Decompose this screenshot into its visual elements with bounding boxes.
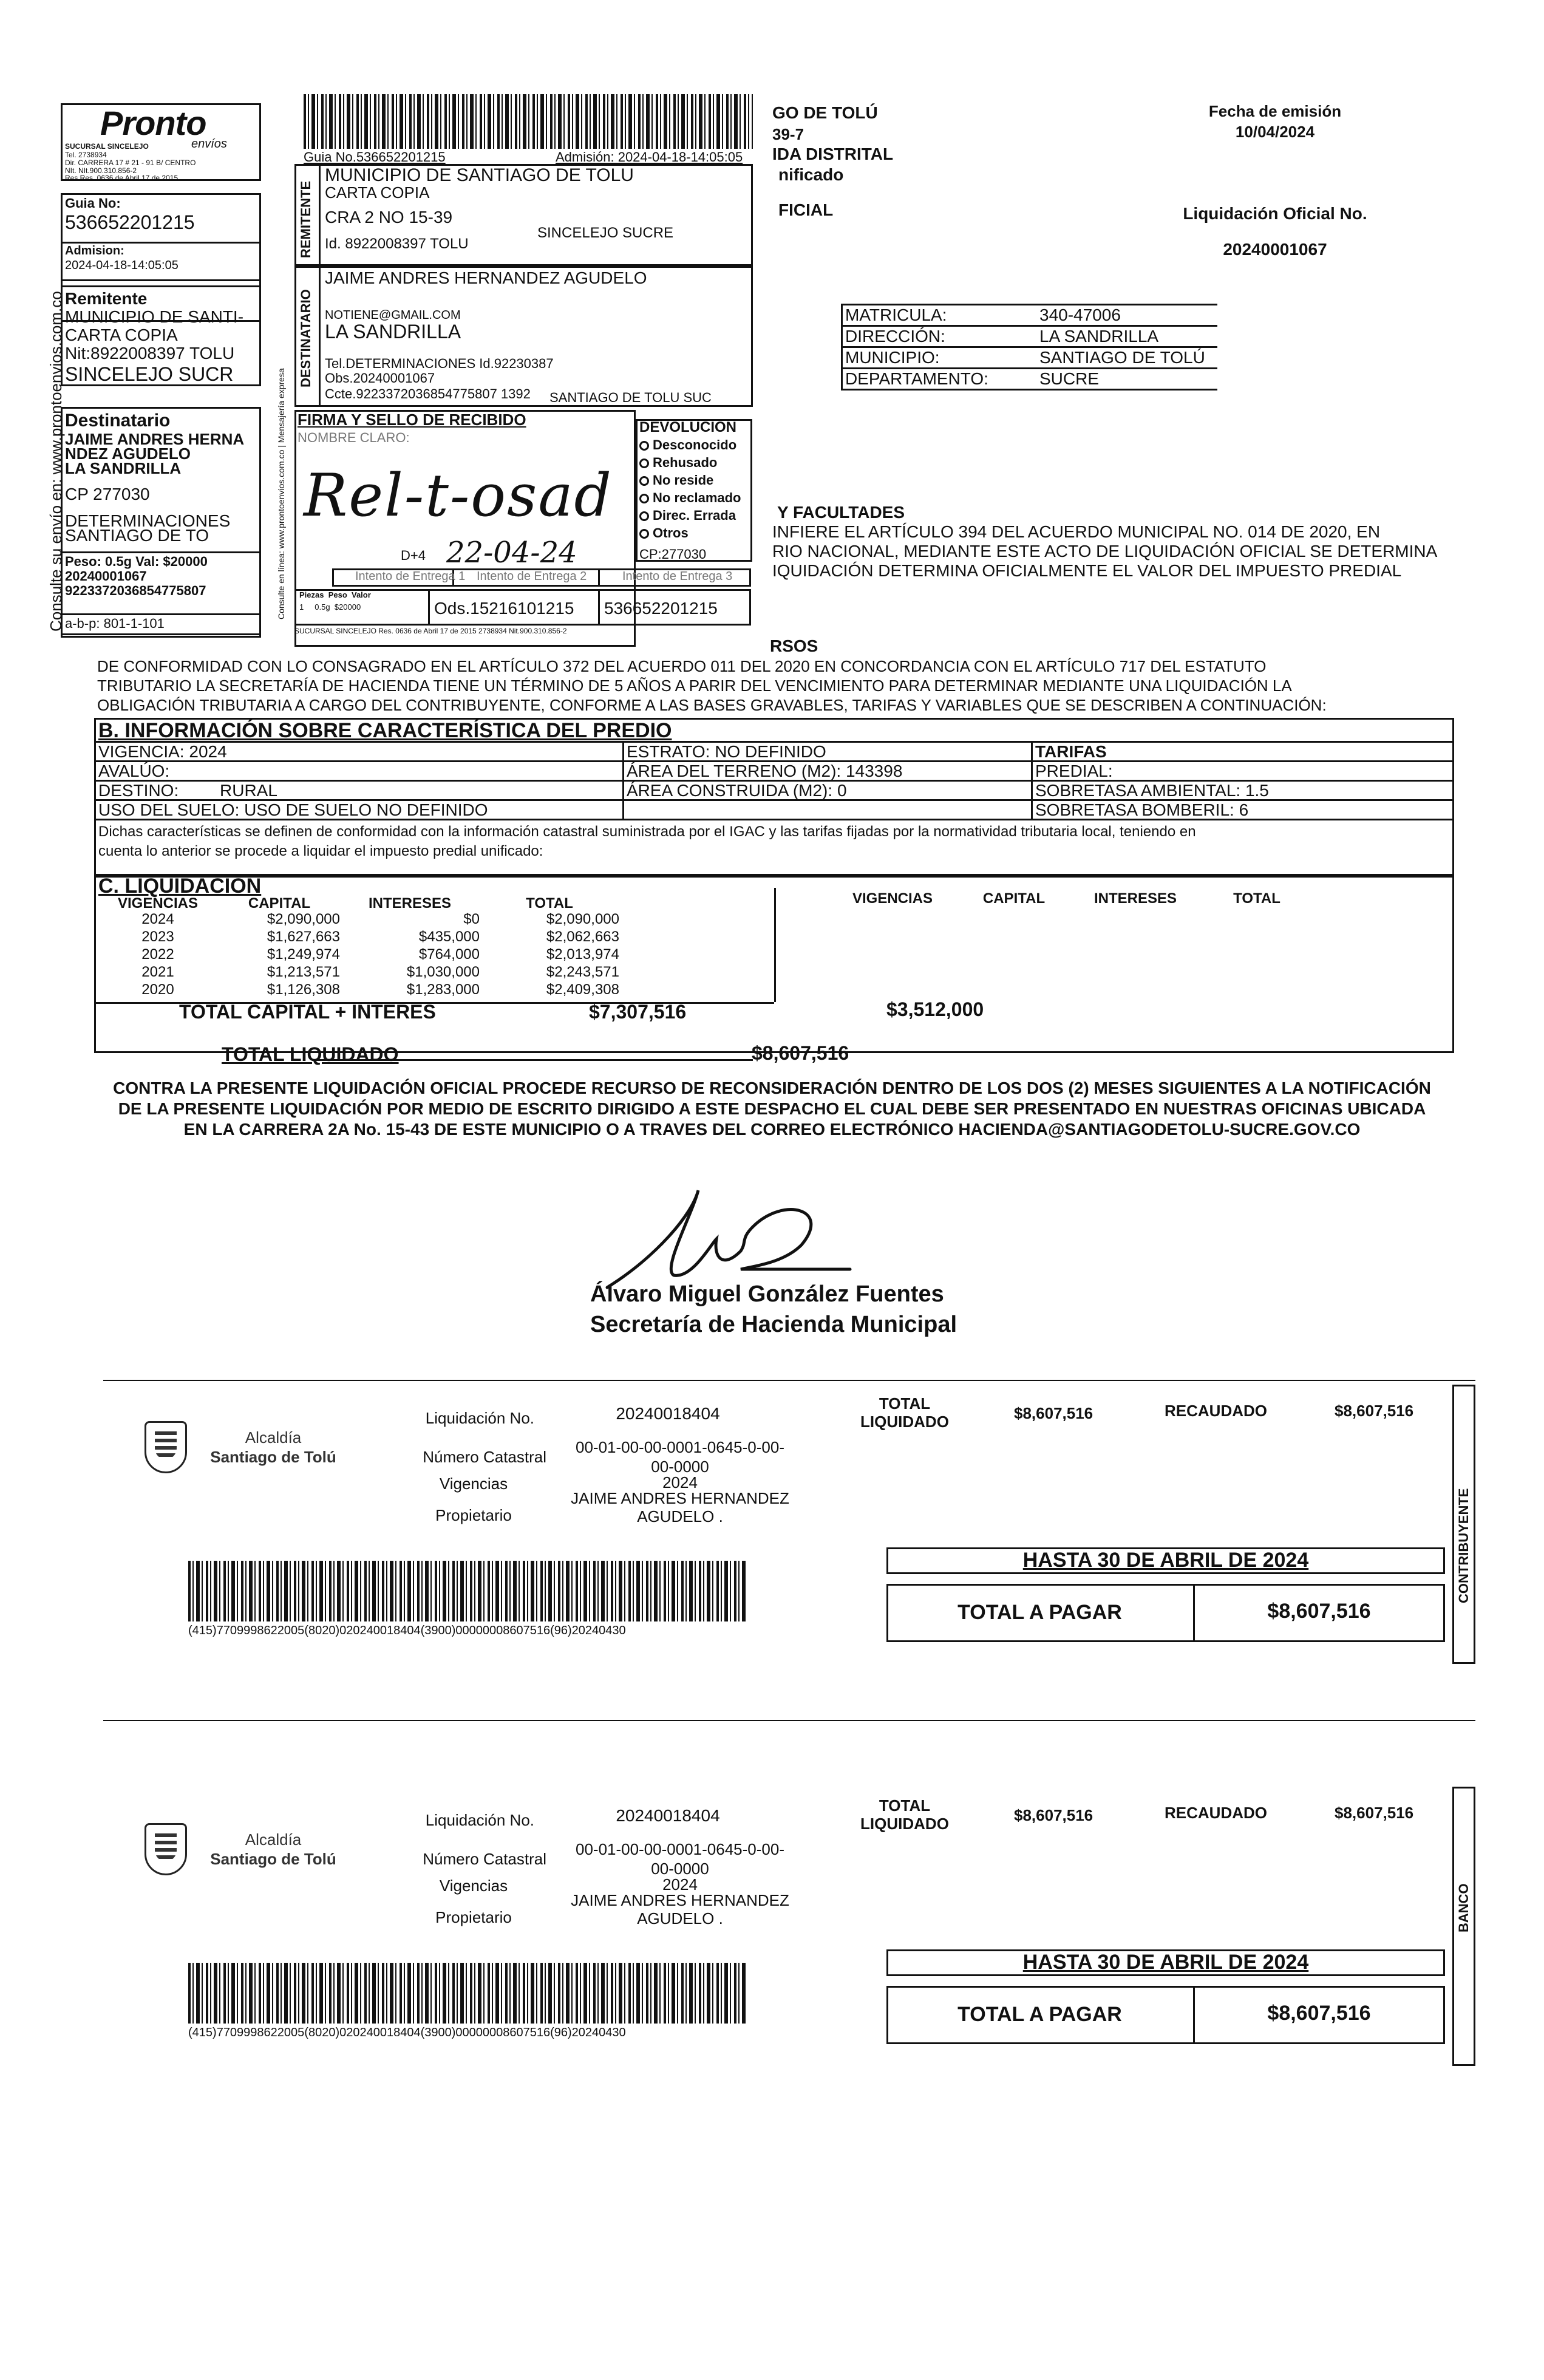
admision-top: Admisión: 2024-04-18-14:05:05 — [556, 149, 743, 165]
piezas-values: 1 0.5g $20000 — [299, 602, 361, 612]
devolucion-title: DEVOLUCION — [639, 419, 737, 435]
row-intereses: $0 — [463, 911, 480, 927]
courier-nit: NIt. NIt.900.310.856-2 — [65, 166, 137, 175]
row-intereses: $1,030,000 — [406, 964, 480, 980]
radio-circle-icon — [639, 511, 649, 521]
dest-box-1: JAIME ANDRES HERNANDEZ AGUDELO — [325, 268, 647, 287]
mid-vertical-url: Consulte en línea: www.prontoenvios.com.co | Mensajería expresa — [276, 368, 286, 619]
propietario-1: JAIME ANDRES HERNANDEZ — [571, 1891, 789, 1909]
estrato: ESTRATO: NO DEFINIDO — [627, 742, 826, 761]
conformidad-line-1: DE CONFORMIDAD CON LO CONSAGRADO EN EL ARTÍCULO 372 DEL ACUERDO 011 DEL 2020 EN CONCORDANCIA CON EL ARTÍCULO 717 DEL ESTATUTO — [97, 657, 1267, 675]
dest-box-6: Ccte.9223372036854775807 1392 — [325, 386, 531, 401]
rem-box-1: MUNICIPIO DE SANTIAGO DE TOLU — [325, 165, 634, 185]
rem-box-3: CRA 2 NO 15-39 — [325, 208, 453, 227]
total-pagar-value: $8,607,516 — [1267, 2002, 1371, 2025]
handwritten-name: Rel-t-osad — [304, 462, 613, 530]
vigencias-label: Vigencias — [439, 1475, 508, 1493]
row-intereses: $764,000 — [418, 946, 480, 963]
barcode-text: (415)7709998622005(8020)020240018404(3900)00000008607516(96)20240430 — [188, 2026, 626, 2039]
recaudado-value: $8,607,516 — [1335, 1804, 1414, 1822]
signer-title: Secretaría de Hacienda Municipal — [590, 1312, 957, 1337]
section-b-note-1: Dichas características se definen de conformidad con la información catastral suministrada por el IGAC y las tarifas fijadas por la normatividad tributaria local, teniendo en — [98, 823, 1196, 840]
entity-fragment-1: GO DE TOLÚ — [772, 103, 878, 122]
stub-ref-2: 9223372036854775807 — [65, 583, 206, 598]
courier-tel: Tel. 2738934 — [65, 151, 107, 159]
barcode-text: (415)7709998622005(8020)020240018404(3900)00000008607516(96)20240430 — [188, 1624, 626, 1637]
deadline-text: HASTA 30 DE ABRIL DE 2024 — [1022, 1549, 1309, 1572]
dest-box-3: LA SANDRILLA — [325, 321, 461, 343]
vigencias-label: Vigencias — [439, 1877, 508, 1895]
handwritten-date: 22-04-24 — [446, 536, 577, 570]
header-intereses: INTERESES — [368, 895, 452, 912]
devolucion-option: No reside — [639, 472, 741, 490]
devolucion-option: Desconocido — [639, 437, 741, 455]
guia-top: Guia No.536652201215 — [304, 149, 446, 165]
liq-label: Liquidación No. — [425, 1409, 534, 1427]
direccion-label: DIRECCIÓN: — [845, 327, 945, 346]
row-capital: $1,627,663 — [267, 929, 340, 945]
devolucion-option: Direc. Errada — [639, 508, 741, 525]
total-liquidado-value: $8,607,516 — [752, 1042, 849, 1064]
sobretasa-bomberil: SOBRETASA BOMBERIL: 6 — [1035, 800, 1249, 819]
total-capital-value: $7,307,516 — [589, 1001, 687, 1023]
stub-remitente-city: SINCELEJO SUCR — [65, 363, 234, 385]
side-label: BANCO — [1456, 1883, 1471, 1932]
dest-box-4: Tel.DETERMINACIONES Id.92230387 — [325, 356, 554, 371]
rem-box-5: Id. 8922008397 TOLU — [325, 236, 469, 252]
radio-circle-icon — [639, 459, 649, 468]
header-vigencias: VIGENCIAS — [117, 895, 199, 912]
rsos-fragment: RSOS — [770, 636, 818, 655]
vigencia: VIGENCIA: 2024 — [98, 742, 227, 761]
sobretasa-ambiental: SOBRETASA AMBIENTAL: 1.5 — [1035, 781, 1269, 800]
entity-fragment-2: 39-7 — [772, 125, 804, 143]
conformidad-line-2: TRIBUTARIO LA SECRETARÍA DE HACIENDA TIENE UN TÉRMINO DE 5 AÑOS A PARIR DEL VENCIMIENTO PARA DETERMINAR MEDIANTE UNA LIQUIDACIÓN LA — [97, 677, 1292, 695]
devolucion-option: Rehusado — [639, 455, 741, 472]
radio-circle-icon — [639, 476, 649, 486]
recourse-line-2: DE LA PRESENTE LIQUIDACIÓN POR MEDIO DE ESCRITO DIRIGIDO A ESTE DESPACHO EL CUAL DEBE SER PRESENTADO EN NUESTRAS OFICINAS UBICADA — [118, 1099, 1426, 1118]
destinatario-vertical: DESTINATARIO — [298, 289, 313, 387]
propietario-label: Propietario — [435, 1506, 512, 1524]
logo-line-2: Santiago de Tolú — [210, 1448, 336, 1466]
intento-3: Intento de Entrega 3 — [622, 570, 733, 583]
departamento-label: DEPARTAMENTO: — [845, 369, 988, 388]
destino-value: RURAL — [220, 781, 277, 800]
total-liq-label-2: LIQUIDADO — [860, 1815, 949, 1833]
area-construida: ÁREA CONSTRUIDA (M2): 0 — [627, 781, 847, 800]
stub-dest-3: LA SANDRILLA — [65, 459, 182, 477]
liquidation-row — [97, 964, 619, 981]
payment-barcode — [188, 1561, 747, 1621]
municipal-emblem-icon — [145, 1823, 187, 1875]
avaluo: AVALÚO: — [98, 762, 170, 780]
signature — [601, 1178, 856, 1294]
liq-label: Liquidación No. — [425, 1811, 534, 1829]
catastral-1: 00-01-00-00-0001-0645-0-00- — [575, 1840, 784, 1858]
row-intereses: $435,000 — [418, 929, 480, 945]
total-liq-value: $8,607,516 — [1014, 1806, 1093, 1824]
stub-guia-number: 536652201215 — [65, 211, 195, 233]
courier-logo-sub: envíos — [191, 137, 227, 151]
row-vigencia: 2024 — [141, 911, 174, 927]
recourse-line-3: EN LA CARRERA 2A No. 15-43 DE ESTE MUNICIPIO O A TRAVES DEL CORREO ELECTRÓNICO HACIENDA@SANTIAGODETOLU-SUCRE.GOV.CO — [183, 1120, 1361, 1139]
logo-line-1: Alcaldía — [245, 1428, 302, 1447]
total-liq-label-2: LIQUIDADO — [860, 1413, 949, 1431]
devolucion-option: No reclamado — [639, 490, 741, 508]
municipal-emblem-icon — [145, 1421, 187, 1473]
stub-remitente-2: CARTA COPIA — [65, 326, 178, 344]
courier-label — [47, 79, 768, 644]
liquidation-number: 20240001067 — [1223, 240, 1327, 259]
liquidation-row — [97, 946, 619, 963]
stub-remitente-nit: Nit:8922008397 TOLU — [65, 344, 235, 363]
row-intereses: $1,283,000 — [406, 981, 480, 998]
faculties-line-3: IQUIDACIÓN DETERMINA OFICIALMENTE EL VALOR DEL IMPUESTO PREDIAL — [772, 561, 1402, 580]
guia-bottom: 536652201215 — [604, 599, 718, 618]
row-total: $2,243,571 — [546, 964, 619, 980]
payment-barcode — [188, 1963, 747, 2024]
direccion-value: LA SANDRILLA — [1039, 327, 1159, 346]
stub-side-url: Consulte su envío en: www.prontoenvios.com.co — [47, 291, 65, 632]
piezas-header: Piezas Peso Valor — [299, 590, 371, 599]
guia-barcode — [304, 94, 753, 149]
destino-label: DESTINO: — [98, 781, 179, 800]
stub-det-city: SANTIAGO DE TO — [65, 526, 209, 545]
liq-number: 20240018404 — [616, 1404, 720, 1423]
catastral-label: Número Catastral — [423, 1448, 546, 1466]
courier-logo: Pronto — [100, 104, 206, 142]
signer-name: Álvaro Miguel González Fuentes — [590, 1281, 944, 1307]
side-label: CONTRIBUYENTE — [1456, 1488, 1471, 1603]
ods-number: Ods.15216101215 — [434, 599, 574, 618]
total-capital-label: TOTAL CAPITAL + INTERES — [179, 1001, 436, 1023]
radio-circle-icon — [639, 441, 649, 451]
coupon-banco — [0, 1787, 1544, 2115]
entity-fragment-5: FICIAL — [778, 200, 834, 219]
stub-dest-2: NDEZ AGUDELO — [65, 445, 191, 463]
row-total: $2,062,663 — [546, 929, 619, 945]
total-liq-label-1: TOTAL — [879, 1796, 931, 1815]
dest-box-2: NOTIENE@GMAIL.COM — [325, 309, 461, 322]
devolucion-options — [639, 437, 741, 543]
rem-box-2: CARTA COPIA — [325, 183, 430, 202]
stub-guia-label: Guia No: — [65, 196, 121, 211]
stub-cp: CP 277030 — [65, 485, 150, 503]
section-b-title: B. INFORMACIÓN SOBRE CARACTERÍSTICA DEL PREDIO — [98, 719, 672, 742]
stub-peso: Peso: 0.5g Val: $20000 — [65, 554, 208, 569]
tarifas-title: TARIFAS — [1035, 742, 1107, 761]
firma-title: FIRMA Y SELLO DE RECIBIDO — [298, 411, 526, 429]
predial-label: PREDIAL: — [1035, 762, 1113, 780]
intento-1: Intento de Entrega 1 — [355, 570, 466, 583]
deadline-text: HASTA 30 DE ABRIL DE 2024 — [1022, 1951, 1309, 1974]
liq-header-row-right: VIGENCIAS CAPITAL INTERESES TOTAL — [852, 890, 1280, 907]
catastral-2: 00-0000 — [651, 1860, 709, 1878]
intento-2: Intento de Entrega 2 — [477, 570, 587, 583]
total-pagar-label: TOTAL A PAGAR — [957, 1601, 1122, 1624]
row-capital: $2,090,000 — [267, 911, 340, 927]
rem-box-4: SINCELEJO SUCRE — [537, 225, 674, 241]
stub-dest-1: JAIME ANDRES HERNA — [65, 430, 245, 448]
liquidation-row — [97, 911, 619, 928]
row-capital: $1,213,571 — [267, 964, 340, 980]
vigencias-value: 2024 — [662, 1473, 698, 1492]
row-vigencia: 2021 — [141, 964, 174, 980]
conformidad-line-3: OBLIGACIÓN TRIBUTARIA A CARGO DEL CONTRIBUYENTE, CONFORME A LAS BASES GRAVABLES, TARIFAS Y VARIABLES QUE SE DESCRIBEN A CONTINUACIÓN: — [97, 696, 1327, 714]
liquidation-label: Liquidación Oficial No. — [1183, 204, 1367, 223]
total-liquidado-label: TOTAL LIQUIDADO — [222, 1043, 399, 1065]
total-liq-label-1: TOTAL — [879, 1394, 931, 1413]
coupon-contribuyente — [0, 1385, 1544, 1713]
row-vigencia: 2022 — [141, 946, 174, 963]
devolucion-cp: CP:277030 — [639, 547, 707, 562]
faculties-line-2: RIO NACIONAL, MEDIANTE ESTE ACTO DE LIQUIDACIÓN OFICIAL SE DETERMINA — [772, 542, 1438, 561]
d4-label: D+4 — [401, 548, 426, 563]
coupon-separator-1 — [103, 1380, 1475, 1381]
dest-box-7: SANTIAGO DE TOLU SUC — [549, 390, 712, 405]
municipio-label: MUNICIPIO: — [845, 348, 940, 367]
stub-admision-value: 2024-04-18-14:05:05 — [65, 259, 179, 272]
propietario-1: JAIME ANDRES HERNANDEZ — [571, 1489, 789, 1507]
radio-circle-icon — [639, 494, 649, 503]
stub-abp: a-b-p: 801-1-101 — [65, 616, 165, 631]
row-total: $2,409,308 — [546, 981, 619, 998]
total-pagar-label: TOTAL A PAGAR — [957, 2003, 1122, 2026]
section-b-note-2: cuenta lo anterior se procede a liquidar el impuesto predial unificado: — [98, 843, 543, 859]
municipio-value: SANTIAGO DE TOLÚ — [1039, 348, 1205, 367]
liq-number: 20240018404 — [616, 1806, 720, 1825]
propietario-2: AGUDELO . — [637, 1507, 723, 1526]
recourse-line-1: CONTRA LA PRESENTE LIQUIDACIÓN OFICIAL PROCEDE RECURSO DE RECONSIDERACIÓN DENTRO DE LOS DOS (2) MESES SIGUIENTES A LA NOTIFICACIÓN — [113, 1079, 1431, 1097]
propietario-2: AGUDELO . — [637, 1909, 723, 1928]
stub-remitente-1: MUNICIPIO DE SANTI- — [65, 307, 244, 326]
stub-destinatario-label: Destinatario — [65, 411, 171, 431]
vigencias-value: 2024 — [662, 1875, 698, 1894]
logo-line-1: Alcaldía — [245, 1830, 302, 1849]
liq-header-row — [97, 895, 619, 912]
recaudado-value: $8,607,516 — [1335, 1402, 1414, 1420]
recaudado-label: RECAUDADO — [1165, 1804, 1267, 1822]
catastral-label: Número Catastral — [423, 1850, 546, 1868]
entity-fragment-4: nificado — [778, 165, 844, 184]
matricula-label: MATRICULA: — [845, 305, 947, 324]
area-terreno: ÁREA DEL TERRENO (M2): 143398 — [627, 762, 903, 780]
dest-box-5: Obs.20240001067 — [325, 370, 435, 386]
liquidation-row — [97, 981, 619, 998]
liquidation-row — [97, 929, 619, 946]
row-vigencia: 2023 — [141, 929, 174, 945]
courier-footer: SUCURSAL SINCELEJO Res. 0636 de Abril 17 de 2015 2738934 Nit.900.310.856-2 — [294, 627, 567, 635]
uso-suelo: USO DEL SUELO: USO DE SUELO NO DEFINIDO — [98, 800, 488, 819]
row-vigencia: 2020 — [141, 981, 174, 998]
entity-fragment-3: IDA DISTRITAL — [772, 145, 894, 163]
faculties-title: Y FACULTADES — [777, 503, 905, 522]
section-c-title: C. LIQUIDACIÓN — [98, 875, 262, 898]
stub-admision-label: Admision: — [65, 244, 124, 257]
total-interest-value: $3,512,000 — [886, 998, 984, 1020]
remitente-vertical: REMITENTE — [298, 180, 313, 258]
total-liq-value: $8,607,516 — [1014, 1404, 1093, 1422]
row-total: $2,013,974 — [546, 946, 619, 963]
recaudado-label: RECAUDADO — [1165, 1402, 1267, 1420]
catastral-1: 00-01-00-00-0001-0645-0-00- — [575, 1438, 784, 1456]
courier-sucursal: SUCURSAL SINCELEJO — [65, 142, 149, 151]
coupon-separator-2 — [103, 1720, 1475, 1721]
propietario-label: Propietario — [435, 1908, 512, 1926]
header-total: TOTAL — [526, 895, 573, 912]
courier-res: Res Res. 0636 de Abril 17 de 2015 — [65, 174, 179, 182]
catastral-2: 00-0000 — [651, 1458, 709, 1476]
logo-line-2: Santiago de Tolú — [210, 1850, 336, 1868]
radio-circle-icon — [639, 529, 649, 539]
matricula-value: 340-47006 — [1039, 305, 1121, 324]
header-capital: CAPITAL — [248, 895, 311, 912]
stub-det: DETERMINACIONES — [65, 511, 231, 530]
departamento-value: SUCRE — [1039, 369, 1100, 388]
faculties-line-1: INFIERE EL ARTÍCULO 394 DEL ACUERDO MUNICIPAL NO. 014 DE 2020, EN — [772, 522, 1381, 541]
issue-date: 10/04/2024 — [1235, 123, 1315, 141]
row-total: $2,090,000 — [546, 911, 619, 927]
courier-dir: Dir. CARRERA 17 # 21 - 91 B/ CENTRO — [65, 159, 196, 167]
nombre-claro: NOMBRE CLARO: — [298, 430, 410, 445]
issue-date-label: Fecha de emisión — [1208, 102, 1342, 120]
stub-ref-1: 20240001067 — [65, 568, 147, 584]
total-pagar-value: $8,607,516 — [1267, 1600, 1371, 1623]
devolucion-option: Otros — [639, 525, 741, 543]
stub-remitente-label: Remitente — [65, 289, 148, 308]
row-capital: $1,249,974 — [267, 946, 340, 963]
row-capital: $1,126,308 — [267, 981, 340, 998]
